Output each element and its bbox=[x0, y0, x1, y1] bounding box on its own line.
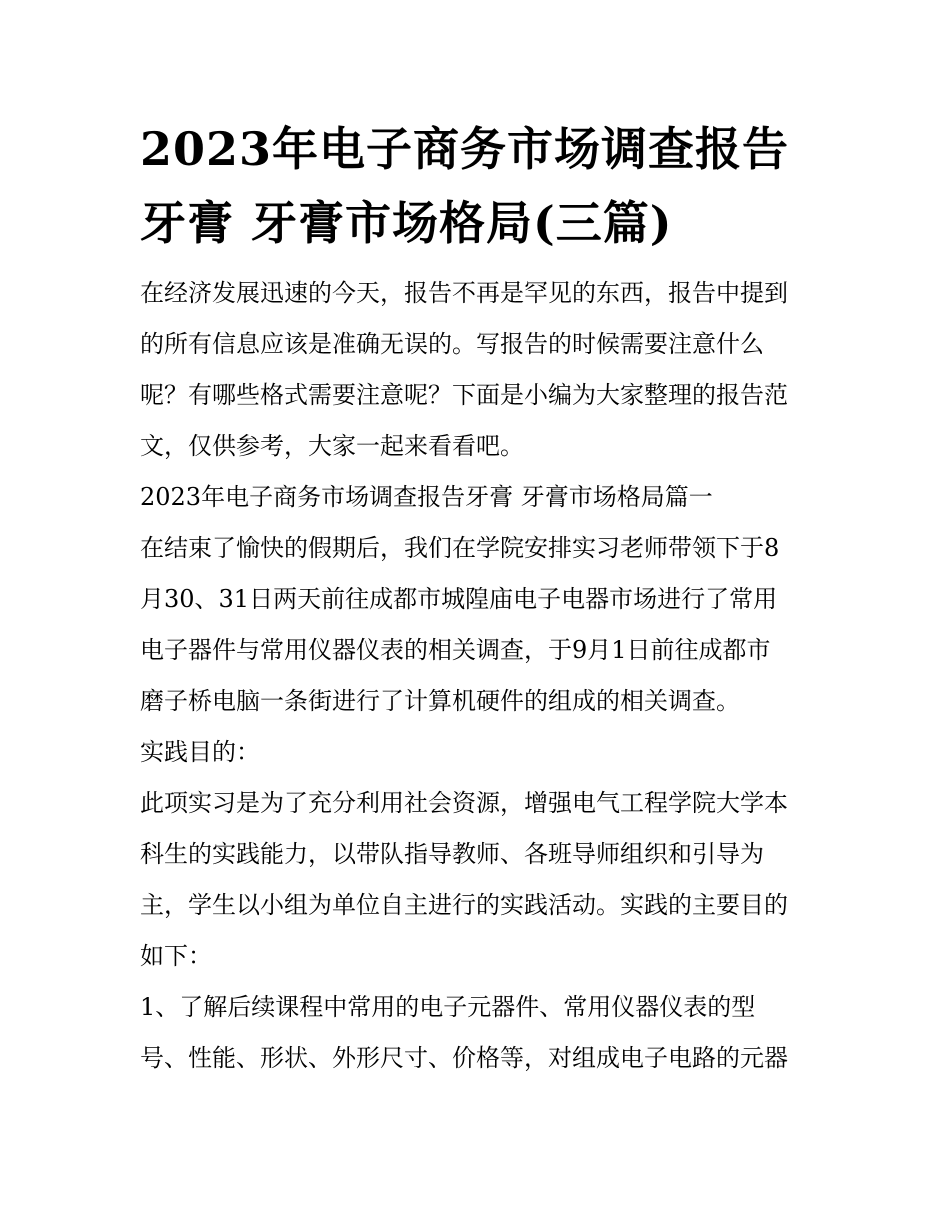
text-line: 实践目的： bbox=[140, 738, 260, 766]
text-line: 的所有信息应该是准确无误的。写报告的时候需要注意什么 bbox=[140, 330, 764, 358]
text-line: 呢？有哪些格式需要注意呢？下面是小编为大家整理的报告范 bbox=[140, 381, 788, 409]
text-line: 电子器件与常用仪器仪表的相关调查，于9月1日前往成都市 bbox=[140, 636, 771, 664]
intro-paragraph bbox=[140, 268, 830, 472]
text-line: 2023年电子商务市场调查报告牙膏 牙膏市场格局篇一 bbox=[140, 483, 713, 511]
text-line: 主，学生以小组为单位自主进行的实践活动。实践的主要目的 bbox=[140, 891, 788, 919]
text-line: 科生的实践能力，以带队指导教师、各班导师组织和引导为 bbox=[140, 840, 764, 868]
text-line: 在结束了愉快的假期后，我们在学院安排实习老师带领下于8 bbox=[140, 534, 780, 562]
body-paragraph bbox=[140, 523, 830, 727]
text-line: 如下： bbox=[140, 942, 212, 970]
title-line-1: 2023年电子商务市场调查报告 bbox=[140, 122, 790, 176]
text-line: 文，仅供参考，大家一起来看看吧。 bbox=[140, 432, 524, 460]
text-line: 此项实习是为了充分利用社会资源，增强电气工程学院大学本 bbox=[140, 789, 788, 817]
subheading bbox=[140, 727, 830, 778]
document-title bbox=[140, 112, 830, 260]
body-paragraph bbox=[140, 778, 830, 982]
list-item bbox=[140, 982, 830, 1084]
text-line: 在经济发展迅速的今天，报告不再是罕见的东西，报告中提到 bbox=[140, 279, 788, 307]
text-line: 号、性能、形状、外形尺寸、价格等，对组成电子电路的元器 bbox=[140, 1044, 788, 1072]
title-line-2: 牙膏 牙膏市场格局(三篇) bbox=[140, 196, 673, 250]
text-line: 月30、31日两天前往成都市城隍庙电子电器市场进行了常用 bbox=[140, 585, 778, 613]
text-line: 1、了解后续课程中常用的电子元器件、常用仪器仪表的型 bbox=[140, 993, 756, 1021]
document-page bbox=[140, 112, 830, 1084]
section-heading bbox=[140, 472, 830, 523]
text-line: 磨子桥电脑一条街进行了计算机硬件的组成的相关调查。 bbox=[140, 687, 740, 715]
